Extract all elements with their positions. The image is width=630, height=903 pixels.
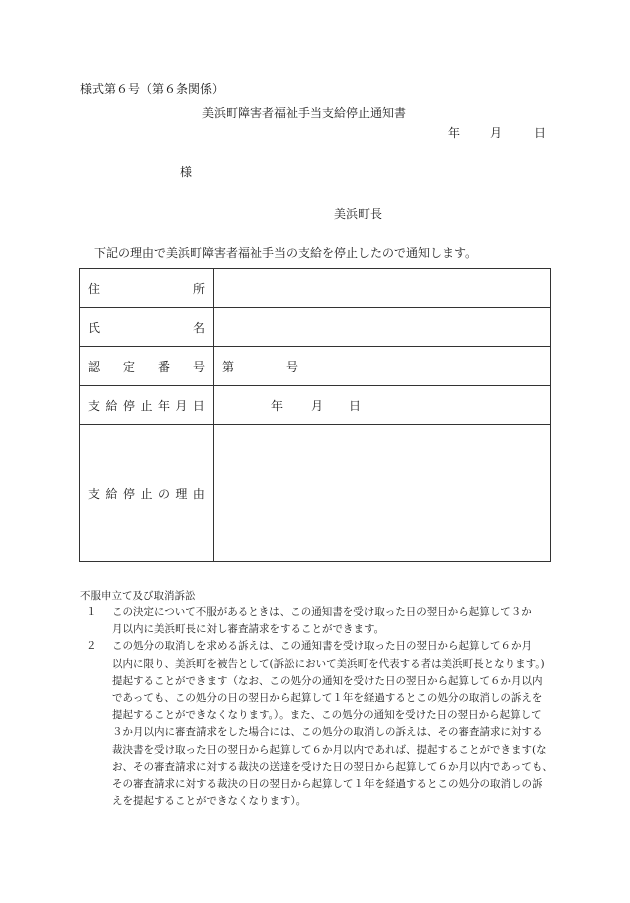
name-label-chars (88, 319, 205, 336)
label-char: 停 (122, 398, 135, 413)
notice-item-number: ２ (86, 640, 97, 653)
notice-line: ３か月以内に審査請求をした場合には、この処分の取消しの訴えは、その審査請求に対する (112, 726, 543, 739)
stop-date-row (80, 386, 551, 425)
label-char: 住 (88, 281, 101, 296)
notice-item-number: １ (86, 606, 97, 618)
cert-label-chars (88, 358, 205, 375)
cert-number-value[interactable] (214, 347, 551, 386)
address-value[interactable] (214, 269, 551, 308)
notice-line: お、その審査請求に対する裁決の送達を受けた日の翌日から起算して６か月以内であっても、 (112, 760, 553, 773)
label-char: 給 (105, 486, 118, 501)
label-char: 支 (88, 486, 101, 501)
label-char: 番 (157, 359, 170, 374)
address-label (80, 269, 214, 308)
notice-line: 月以内に美浜町長に対し審査請求をすることができます。 (112, 623, 385, 636)
notice-line: 以内に限り、美浜町を被告として(訴訟において美浜町を代表する者は美浜町長となります。) (112, 657, 545, 670)
issuer: 美浜町長 (334, 207, 383, 221)
label-char: 止 (140, 486, 153, 501)
address-row (80, 269, 551, 308)
intro-text: 下記の理由で美浜町障害者福祉手当の支給を停止したので通知します。 (94, 246, 478, 260)
reason-value[interactable] (214, 425, 551, 562)
notice-line: 提起することができなくなります。）。また、この処分の通知を受けた日の翌日から起算して (112, 709, 542, 722)
label-char: 停 (122, 486, 135, 501)
notice-item-text (100, 638, 554, 810)
notice-line: えを提起することができなくなります）。 (112, 795, 307, 808)
address-label-chars (88, 280, 205, 297)
reason-label (80, 425, 214, 562)
label-char: 支 (88, 398, 101, 413)
cert-label (80, 347, 214, 386)
name-row (80, 308, 551, 347)
issue-date (448, 124, 546, 141)
label-char: 所 (192, 281, 205, 296)
label-char: 止 (140, 398, 153, 413)
notice-line: であっても、この処分の日の翌日から起算して１年を経過するとこの処分の取消しの訴えを (112, 692, 543, 705)
stop-date-day: 日 (349, 398, 362, 413)
stop-date-label (80, 386, 214, 425)
notice-line: この決定について不服があるときは、この通知書を受け取った日の翌日から起算して３か (112, 606, 532, 618)
notice-item-text (100, 604, 554, 638)
label-char: 理 (175, 486, 188, 501)
cert-suffix: 号 (286, 359, 299, 374)
stop-date-value[interactable] (214, 386, 551, 425)
name-label (80, 308, 214, 347)
cert-row (80, 347, 551, 386)
reason-row (80, 425, 551, 562)
label-char: 認 (88, 359, 101, 374)
notice-item (80, 638, 554, 810)
date-day: 日 (534, 126, 547, 140)
label-char: 号 (192, 359, 205, 374)
label-char: 定 (122, 359, 135, 374)
label-char: の (157, 486, 170, 501)
notice-line: この処分の取消しを求める訴えは、この通知書を受け取った日の翌日から起算して６か月 (112, 640, 532, 653)
stop-date-month: 月 (311, 398, 324, 413)
label-char: 年 (157, 398, 170, 413)
label-char: 名 (192, 320, 205, 335)
form-number: 様式第６号（第６条関係） (80, 82, 225, 96)
notice-body (80, 604, 554, 810)
notice-line: その審査請求に対する裁決の日の翌日から起算して１年を経過するとこの処分の取消しの訴 (112, 778, 543, 791)
label-char: 日 (192, 398, 205, 413)
reason-label-chars (88, 485, 205, 502)
label-char: 氏 (88, 320, 101, 335)
label-char: 月 (175, 398, 188, 413)
label-char: 給 (105, 398, 118, 413)
notice-line: 提起することができます（なお、この処分の通知を受けた日の翌日から起算して６か月以内 (112, 674, 543, 687)
stop-date-year: 年 (271, 398, 284, 413)
date-month: 月 (490, 126, 503, 140)
info-table (79, 268, 551, 562)
notice-heading: 不服申立て及び取消訴訟 (80, 590, 196, 602)
date-year: 年 (448, 126, 461, 140)
stop-date-label-chars (88, 397, 205, 414)
name-value[interactable] (214, 308, 551, 347)
notice-line: 裁決書を受け取った日の翌日から起算して６か月以内であれば、提起することができます(な (112, 743, 547, 756)
cert-prefix: 第 (222, 359, 235, 374)
label-char: 由 (192, 486, 205, 501)
document-title: 美浜町障害者福祉手当支給停止通知書 (202, 106, 407, 120)
addressee: 様 (180, 165, 193, 179)
notice-item (80, 604, 554, 638)
